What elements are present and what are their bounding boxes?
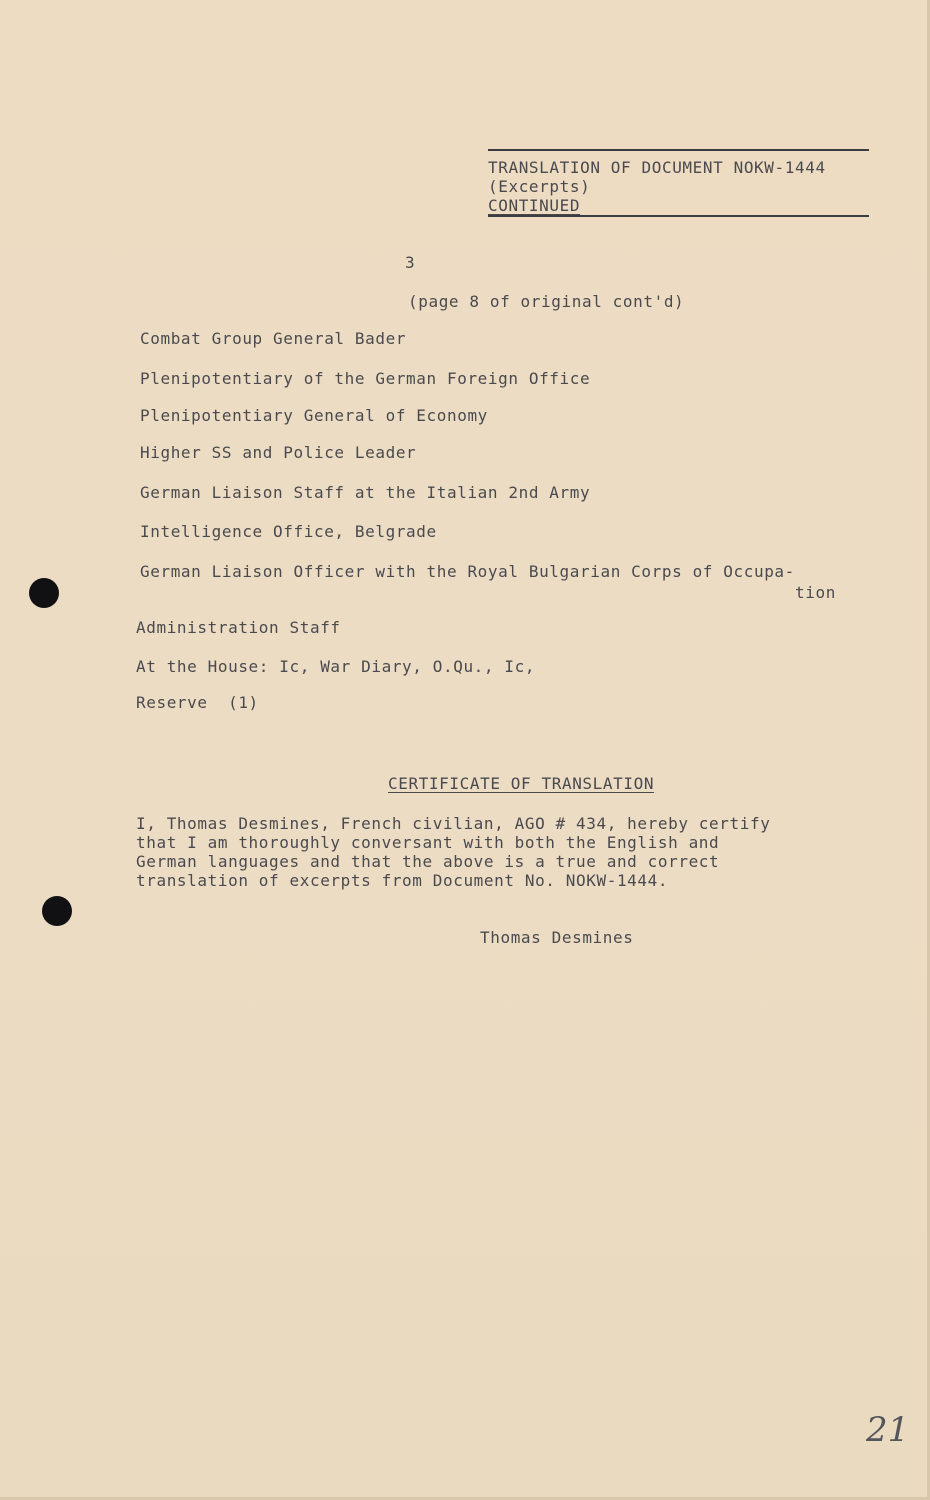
punch-hole-lower bbox=[42, 896, 72, 926]
distribution-item: Plenipotentiary General of Economy bbox=[140, 406, 488, 425]
distribution-item: Administration Staff bbox=[136, 618, 341, 637]
distribution-item-continuation: tion bbox=[795, 583, 836, 602]
original-page-reference: (page 8 of original cont'd) bbox=[408, 292, 685, 311]
distribution-item: Intelligence Office, Belgrade bbox=[140, 522, 437, 541]
distribution-item: Reserve (1) bbox=[136, 693, 259, 712]
handwritten-page-number: 21 bbox=[866, 1410, 910, 1450]
certificate-title: CERTIFICATE OF TRANSLATION bbox=[388, 774, 655, 793]
header-title: TRANSLATION OF DOCUMENT NOKW-1444 bbox=[488, 158, 826, 177]
distribution-item: Plenipotentiary of the German Foreign Office bbox=[140, 369, 591, 388]
header-continued: CONTINUED bbox=[488, 196, 581, 215]
distribution-item: At the House: Ic, War Diary, O.Qu., Ic, bbox=[136, 657, 536, 676]
distribution-item: Higher SS and Police Leader bbox=[140, 443, 417, 462]
punch-hole-upper bbox=[29, 578, 59, 608]
header-rule-top bbox=[488, 149, 869, 151]
translator-signature: Thomas Desmines bbox=[480, 928, 634, 947]
distribution-item: German Liaison Officer with the Royal Bulgarian Corps of Occupa- bbox=[140, 562, 795, 581]
certificate-line: I, Thomas Desmines, French civilian, AGO # 434, hereby certify bbox=[136, 814, 771, 833]
page-marker: 3 bbox=[405, 253, 416, 272]
certificate-line: that I am thoroughly conversant with both the English and bbox=[136, 833, 720, 852]
certificate-line: translation of excerpts from Document No. NOKW-1444. bbox=[136, 871, 669, 890]
certificate-line: German languages and that the above is a true and correct bbox=[136, 852, 720, 871]
distribution-item: German Liaison Staff at the Italian 2nd Army bbox=[140, 483, 591, 502]
header-excerpts: (Excerpts) bbox=[488, 177, 591, 196]
header-rule-bottom bbox=[488, 215, 869, 217]
distribution-item: Combat Group General Bader bbox=[140, 329, 407, 348]
